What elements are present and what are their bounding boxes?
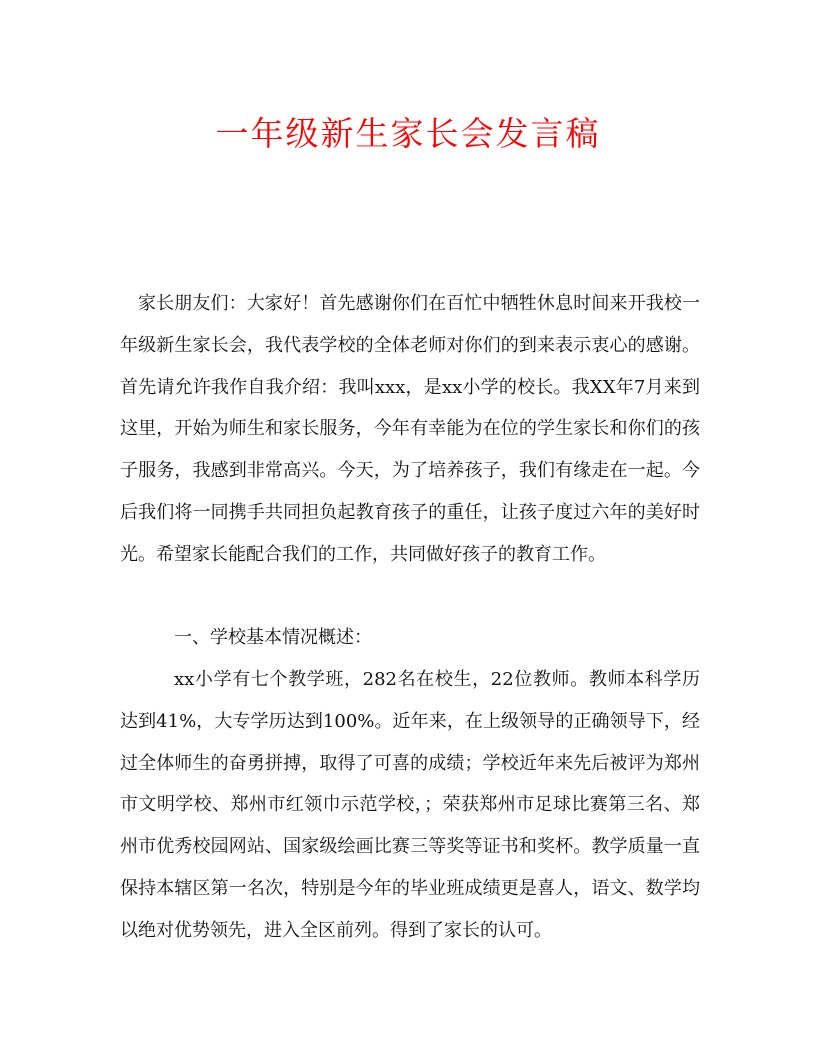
section-heading: 一、学校基本情况概述：: [174, 627, 372, 648]
greeting-paragraph: 家长朋友们：大家好！首先感谢你们在百忙中牺牲休息时间来开我校一年级新生家长会，我代表学校的全体老师对你们的到来表示衷心的感谢。首先请允许我作自我介绍：我叫xxx，是xx小学的校长。我XX年7月来到这里，开始为师生和家长服务，今年有幸能为在位的学生家长和你们的孩子服务，我感到非常高兴。今天，为了培养孩子，我们有缘走在一起。今后我们将一同携手共同担负起教育孩子的重任，让孩子度过六年的美好时光。希望家长能配合我们的工作，共同做好孩子的教育工作。: [120, 293, 700, 565]
school-overview-paragraph: xx小学有七个教学班，282名在校生，22位教师。教师本科学历达到41%，大专学历达到100%。近年来，在上级领导的正确领导下，经过全体师生的奋勇拼搏，取得了可喜的成绩；学校近年来先后被评为郑州市文明学校、郑州市红领巾示范学校，；荣获郑州市足球比赛第三名、郑州市优秀校园网站、国家级绘画比赛三等奖等证书和奖杯。教学质量一直保持本辖区第一名次，特别是今年的毕业班成绩更是喜人，语文、数学均以绝对优势领先，进入全区前列。得到了家长的认可。: [120, 669, 700, 941]
document-title: 一年级新生家长会发言稿: [215, 114, 601, 153]
